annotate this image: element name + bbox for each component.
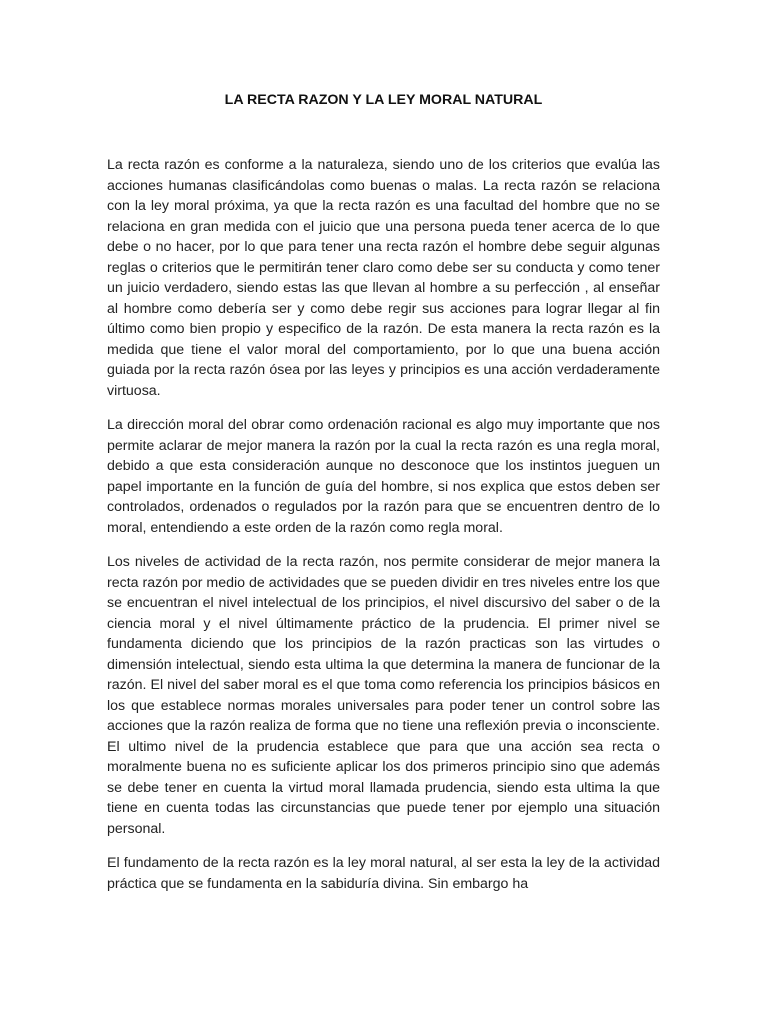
- paragraph-recta-razon: La recta razón es conforme a la naturaleza, siendo uno de los criterios que evalúa las acciones humanas clasificándolas como buenas o malas. La recta razón se relaciona con la ley moral próxima, ya que la recta razón es una facultad del hombre que no se relaciona en gran medida con el juicio que una persona pueda tener acerca de lo que debe o no hacer, por lo que para tener una recta razón el hombre debe seguir algunas reglas o criterios que le permitirán tener claro como debe ser su conducta y como tener un juicio verdadero, siendo estas las que llevan al hombre a su perfección , al enseñar al hombre como debería ser y como debe regir sus acciones para lograr llegar al fin último como bien propio y especifico de la razón. De esta manera la recta razón es la medida que tiene el valor moral del comportamiento, por lo que una buena acción guiada por la recta razón ósea por las leyes y principios es una acción verdaderamente virtuosa.: [107, 157, 660, 399]
- paragraph-fundamento: El fundamento de la recta razón es la ley moral natural, al ser esta la ley de la actividad práctica que se fundamenta en la sabiduría divina. Sin embargo ha: [107, 855, 660, 892]
- document-body: [107, 155, 660, 894]
- paragraph-direccion-moral: La dirección moral del obrar como ordenación racional es algo muy importante que nos permite aclarar de mejor manera la razón por la cual la recta razón es una regla moral, debido a que esta consideración aunque no desconoce que los instintos jueguen un papel importante en la función de guía del hombre, si nos explica que estos deben ser controlados, ordenados o regulados por la razón para que se encuentren dentro de lo moral, entendiendo a este orden de la razón como regla moral.: [107, 417, 660, 536]
- document-title: LA RECTA RAZON Y LA LEY MORAL NATURAL: [224, 92, 543, 108]
- paragraph-niveles-actividad: Los niveles de actividad de la recta razón, nos permite considerar de mejor manera la recta razón por medio de actividades que se pueden dividir en tres niveles entre los que se encuentran el nivel intelectual de los principios, el nivel discursivo del saber o de la ciencia moral y el nivel últimamente práctico de la prudencia. El primer nivel se fundamenta diciendo que los principios de la razón practicas son las virtudes o dimensión intelectual, siendo esta ultima la que determina la manera de funcionar de la razón. El nivel del saber moral es el que toma como referencia los principios básicos en los que establece normas morales universales para poder tener un control sobre las acciones que la razón realiza de forma que no tiene una reflexión previa o inconsciente. El ultimo nivel de la prudencia establece que para que una acción sea recta o moralmente buena no es suficiente aplicar los dos primeros principio sino que además se debe tener en cuenta la virtud moral llamada prudencia, siendo esta ultima la que tiene en cuenta todas las circunstancias que puede tener por ejemplo una situación personal.: [107, 554, 660, 837]
